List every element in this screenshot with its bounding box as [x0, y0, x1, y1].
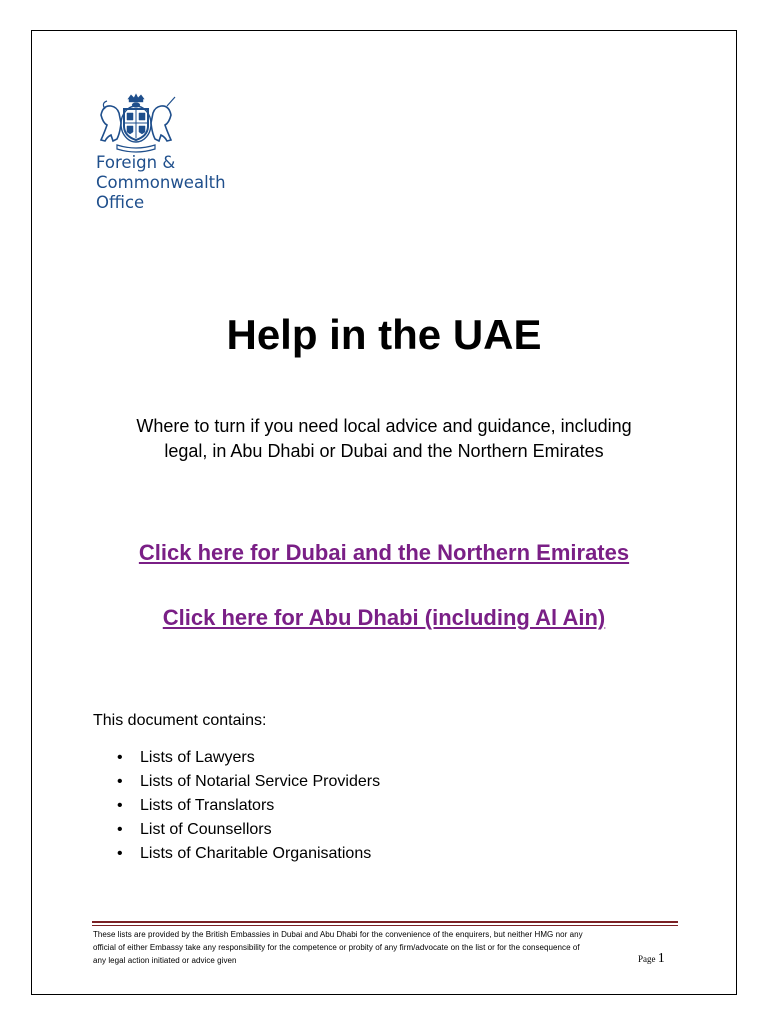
- footer-line-1: These lists are provided by the British Embassies in Dubai and Abu Dhabi for the convenience of the enquirers, but neither HMG nor any: [93, 930, 583, 939]
- footer-rule-thin: [92, 925, 678, 926]
- logo-line-2: Commonwealth: [96, 173, 226, 192]
- logo-text: [96, 153, 226, 213]
- logo-line-3: Office: [96, 193, 145, 212]
- contents-intro: This document contains:: [93, 712, 267, 729]
- dubai-link[interactable]: Click here for Dubai and the Northern Emirates: [138, 540, 630, 565]
- footer-rule-thick: [92, 921, 678, 923]
- footer-disclaimer: [93, 928, 683, 967]
- subtitle-line-1: Where to turn if you need local advice and guidance, including: [136, 416, 632, 436]
- abu-dhabi-link[interactable]: Click here for Abu Dhabi (including Al Ain): [162, 605, 606, 630]
- page-number: [638, 952, 665, 966]
- royal-coat-of-arms-icon: [93, 93, 179, 153]
- footer-line-3: any legal action initiated or advice given: [93, 956, 237, 965]
- logo-line-1: Foreign &: [96, 153, 176, 172]
- subtitle-line-2: legal, in Abu Dhabi or Dubai and the Northern Emirates: [164, 441, 604, 461]
- list-item: • Lists of Notarial Service Providers: [93, 770, 380, 794]
- page-label: Page: [638, 954, 656, 964]
- contents-list: [93, 746, 380, 866]
- list-item: • List of Counsellors: [93, 818, 380, 842]
- list-item: • Lists of Lawyers: [93, 746, 380, 770]
- page-number-value: 1: [657, 951, 665, 966]
- fco-logo: [93, 93, 263, 223]
- page-title: Help in the UAE: [226, 311, 542, 358]
- list-item: • Lists of Charitable Organisations: [93, 842, 380, 866]
- subtitle: [60, 414, 708, 464]
- footer-line-2: official of either Embassy take any responsibility for the competence or probity of any firm/advocate on the list or for the consequence of: [93, 943, 580, 952]
- list-item: • Lists of Translators: [93, 794, 380, 818]
